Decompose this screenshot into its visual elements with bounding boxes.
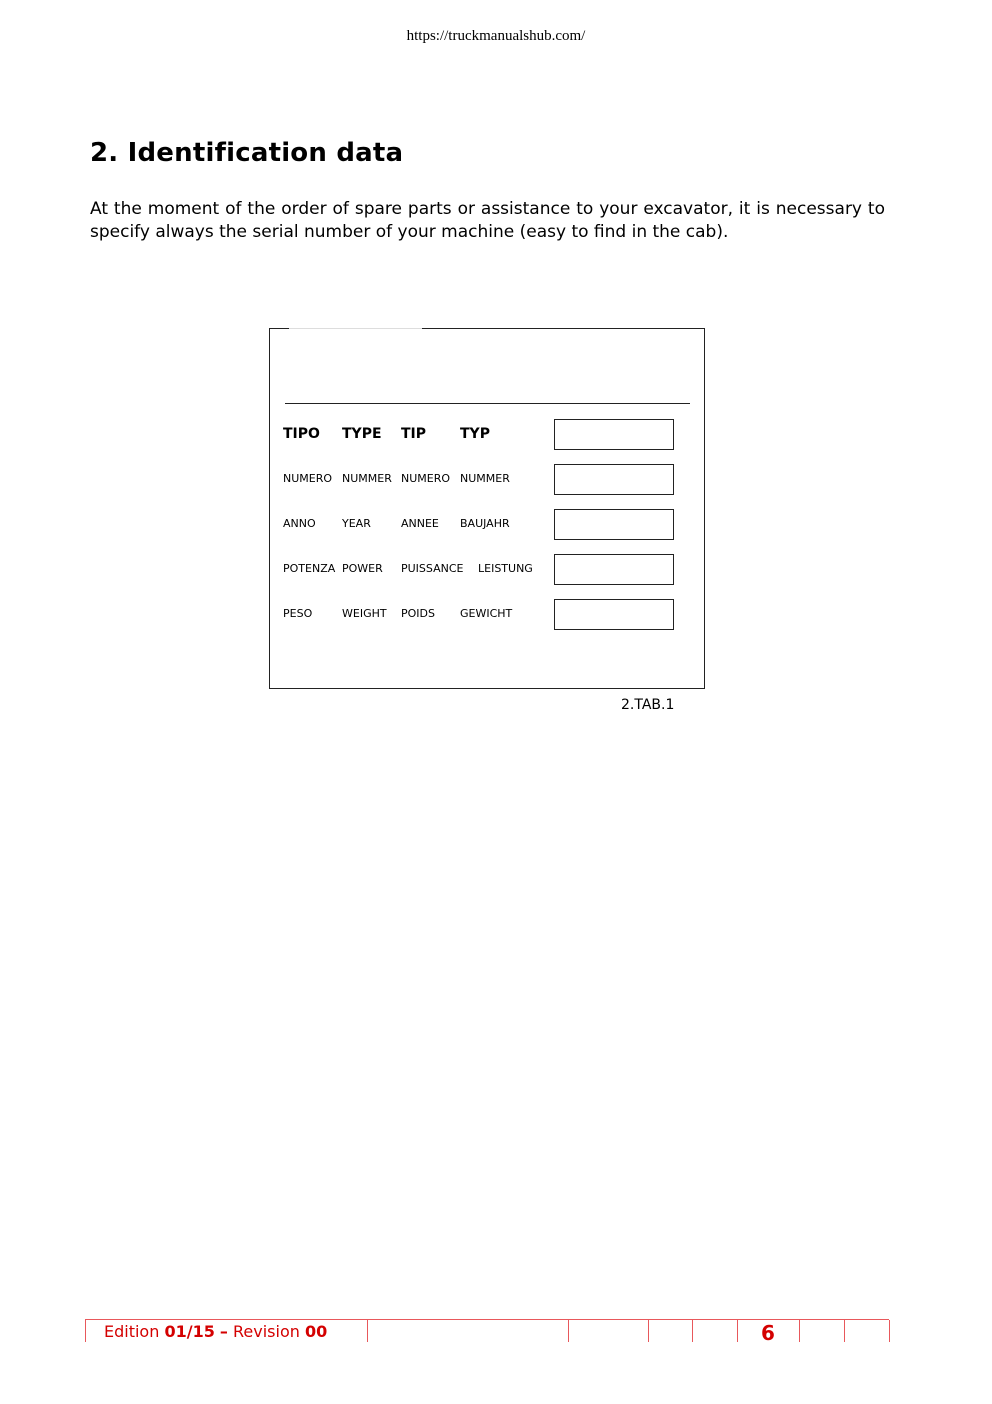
plate-label-de: GEWICHT bbox=[460, 607, 513, 620]
intro-paragraph: At the moment of the order of spare parts or assistance to your excavator, it is necessary to specify always the serial number of your machine (easy to find in the cab). bbox=[90, 199, 885, 242]
header-url[interactable]: https://truckmanualshub.com/ bbox=[406, 28, 586, 44]
page-number: 6 bbox=[761, 1321, 775, 1345]
plate-label-fr: TIP bbox=[401, 426, 427, 442]
plate-label-it: NUMERO bbox=[283, 472, 333, 485]
table-caption: 2.TAB.1 bbox=[621, 697, 675, 713]
edition-label: Edition bbox=[104, 1322, 160, 1341]
plate-label-en: YEAR bbox=[342, 517, 371, 530]
footer-cell bbox=[799, 1320, 800, 1342]
plate-row-number bbox=[283, 464, 683, 494]
weight-value-box bbox=[554, 599, 674, 630]
plate-row-year bbox=[283, 509, 683, 539]
plate-label-fr: NUMERO bbox=[401, 472, 451, 485]
plate-top-gap bbox=[289, 327, 422, 330]
footer-cell bbox=[692, 1320, 693, 1342]
plate-label-de: BAUJAHR bbox=[460, 517, 510, 530]
power-value-box bbox=[554, 554, 674, 585]
year-value-box bbox=[554, 509, 674, 540]
number-value-box bbox=[554, 464, 674, 495]
plate-label-en: NUMMER bbox=[342, 472, 392, 485]
edition-revision bbox=[104, 1322, 327, 1341]
edition-value: 01/15 bbox=[164, 1322, 215, 1341]
plate-divider bbox=[285, 403, 690, 404]
footer-cell bbox=[568, 1320, 569, 1342]
plate-label-en: TYPE bbox=[342, 426, 382, 442]
footer-cell bbox=[844, 1320, 890, 1342]
identification-plate bbox=[269, 328, 705, 689]
revision-label: Revision bbox=[233, 1322, 300, 1341]
plate-label-fr: ANNEE bbox=[401, 517, 439, 530]
footer-cell bbox=[367, 1320, 368, 1342]
plate-label-fr: POIDS bbox=[401, 607, 435, 620]
footer-cell bbox=[85, 1320, 86, 1342]
plate-label-it: PESO bbox=[283, 607, 313, 620]
plate-label-de: TYP bbox=[460, 426, 490, 442]
plate-row-weight bbox=[283, 599, 683, 629]
type-value-box bbox=[554, 419, 674, 450]
plate-label-it: TIPO bbox=[283, 426, 320, 442]
plate-label-it: POTENZA bbox=[283, 562, 336, 575]
footer-cell bbox=[648, 1320, 649, 1342]
plate-label-en: WEIGHT bbox=[342, 607, 387, 620]
plate-label-de: NUMMER bbox=[460, 472, 510, 485]
plate-row-power bbox=[283, 554, 683, 584]
plate-row-type bbox=[283, 419, 683, 449]
plate-label-en: POWER bbox=[342, 562, 383, 575]
plate-label-it: ANNO bbox=[283, 517, 316, 530]
revision-value: 00 bbox=[304, 1322, 328, 1341]
edition-separator: – bbox=[219, 1322, 228, 1341]
plate-label-fr: PUISSANCE bbox=[401, 562, 464, 575]
plate-label-de: LEISTUNG bbox=[478, 562, 533, 575]
page-footer bbox=[85, 1319, 889, 1345]
section-title: 2. Identification data bbox=[90, 138, 404, 168]
